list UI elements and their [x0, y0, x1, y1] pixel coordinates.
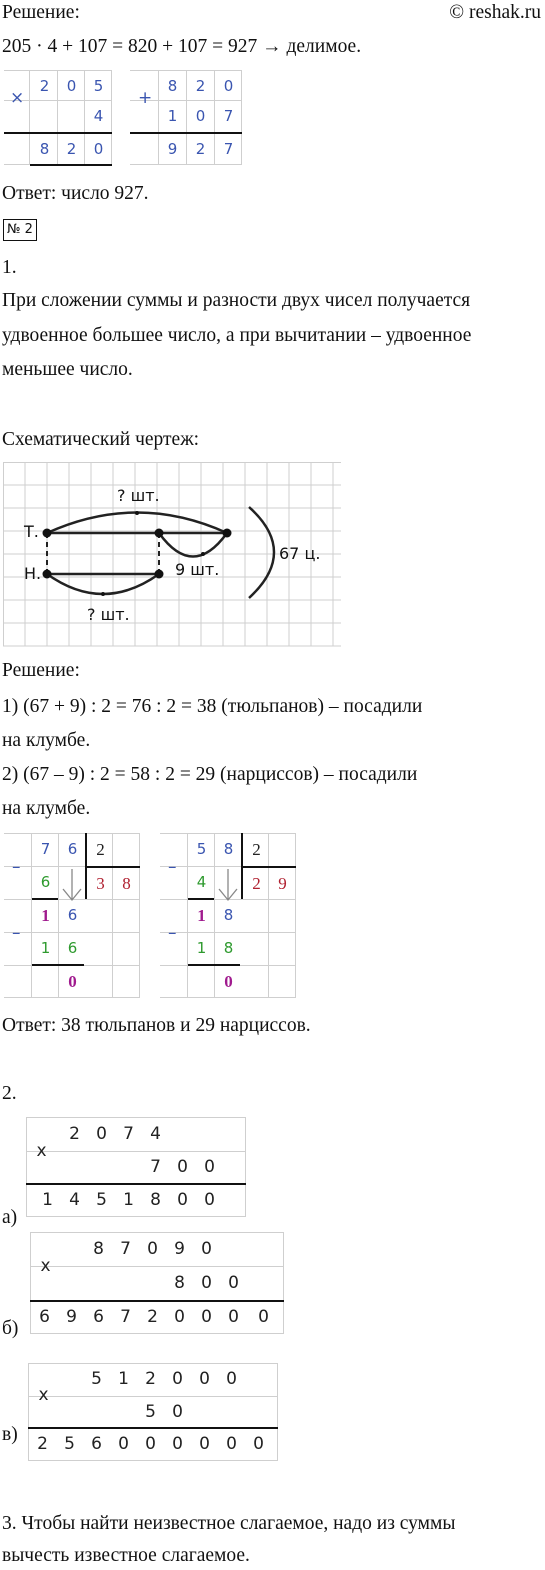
- digit: 8: [223, 906, 234, 924]
- quotient-digit: 8: [122, 874, 131, 893]
- mult-column-grid: [4, 70, 112, 165]
- digit: 0: [118, 1434, 129, 1454]
- digit: 0: [204, 1157, 215, 1177]
- digit: 7: [223, 107, 234, 125]
- digit: 0: [96, 1124, 107, 1144]
- label-bottom-unknown: ? шт.: [87, 605, 130, 624]
- digit: 6: [67, 906, 78, 924]
- divisor: 2: [96, 840, 105, 859]
- digit: 0: [199, 1434, 210, 1454]
- item-letter: б): [2, 1318, 19, 1339]
- mult-grid-c: [28, 1363, 278, 1461]
- solution-heading: Решение:: [2, 2, 80, 23]
- label-narcissus: Н.: [24, 564, 42, 583]
- label-total: 67 ц.: [279, 544, 321, 563]
- carry-down-arrow-icon: [216, 869, 240, 903]
- paragraph-line: меньшее число.: [2, 359, 133, 380]
- digit: 0: [201, 1239, 212, 1259]
- remainder: 0: [224, 972, 233, 991]
- part-label: 1.: [2, 257, 17, 278]
- digit: 8: [39, 140, 50, 158]
- digit: 7: [40, 840, 51, 858]
- division-grid-2: [160, 833, 296, 998]
- mult-grid-b: [30, 1232, 284, 1334]
- digit: 8: [223, 939, 234, 957]
- digit: 5: [96, 1190, 107, 1210]
- digit: 1: [41, 906, 50, 925]
- remainder: 0: [68, 972, 77, 991]
- digit: 0: [195, 107, 206, 125]
- solution-label: Решение:: [2, 660, 80, 681]
- digit: 0: [147, 1239, 158, 1259]
- digit: 0: [66, 77, 77, 95]
- digit: 8: [167, 77, 178, 95]
- multiply-sign: ×: [10, 88, 25, 108]
- paragraph-line: При сложении суммы и разности двух чисел получается: [2, 290, 471, 311]
- digit: 0: [199, 1369, 210, 1389]
- digit: 1: [42, 1190, 53, 1210]
- digit: 1: [167, 107, 178, 125]
- label-tulips: Т.: [24, 522, 39, 541]
- digit: 4: [150, 1124, 161, 1144]
- digit: 6: [40, 873, 51, 891]
- digit: 1: [196, 939, 207, 957]
- digit: 5: [93, 77, 104, 95]
- multiply-sign: x: [40, 1256, 51, 1276]
- digit: 6: [39, 1307, 50, 1327]
- plus-sign: +: [138, 88, 153, 108]
- digit: 0: [177, 1157, 188, 1177]
- digit: 0: [201, 1307, 212, 1327]
- digit: 6: [93, 1307, 104, 1327]
- digit: 6: [91, 1434, 102, 1454]
- digit: 0: [223, 77, 234, 95]
- digit: 1: [118, 1369, 129, 1389]
- digit: 7: [120, 1239, 131, 1259]
- quotient-digit: 3: [96, 874, 105, 893]
- digit: 7: [120, 1307, 131, 1327]
- digit: 1: [40, 939, 51, 957]
- total-brace: [249, 507, 274, 598]
- multiply-sign: x: [38, 1385, 49, 1405]
- digit: 2: [69, 1124, 80, 1144]
- part3-line: 3. Чтобы найти неизвестное слагаемое, надо из суммы: [2, 1513, 456, 1534]
- digit: 5: [64, 1434, 75, 1454]
- digit: 0: [93, 140, 104, 158]
- step-line: 2) (67 – 9) : 2 = 58 : 2 = 29 (нарциссов) – посадили: [2, 764, 418, 785]
- digit: 0: [174, 1307, 185, 1327]
- digit: 2: [195, 77, 206, 95]
- mult-grid-a: [26, 1117, 246, 1217]
- diagram-caption: Схематический чертеж:: [2, 429, 200, 450]
- site-credit[interactable]: © reshak.ru: [449, 2, 541, 23]
- digit: 8: [93, 1239, 104, 1259]
- digit: 4: [196, 873, 207, 891]
- digit: 0: [172, 1369, 183, 1389]
- divisor: 2: [252, 840, 261, 859]
- minus-sign: –: [168, 923, 177, 943]
- multiply-sign: x: [36, 1141, 47, 1161]
- digit: 4: [93, 107, 104, 125]
- digit: 9: [174, 1239, 185, 1259]
- add-column-grid: [130, 70, 242, 165]
- digit: 2: [66, 140, 77, 158]
- item-letter: а): [2, 1207, 18, 1228]
- digit: 8: [223, 840, 234, 858]
- quotient-digit: 2: [252, 874, 261, 893]
- digit: 0: [228, 1307, 239, 1327]
- digit: 5: [91, 1369, 102, 1389]
- item-letter: в): [2, 1424, 18, 1445]
- digit: 7: [150, 1157, 161, 1177]
- digit: 9: [167, 140, 178, 158]
- digit: 0: [172, 1402, 183, 1422]
- minus-sign: –: [12, 857, 21, 877]
- answer-1: Ответ: число 927.: [2, 183, 149, 204]
- digit: 5: [145, 1402, 156, 1422]
- carry-down-arrow-icon: [60, 869, 84, 903]
- digit: 8: [150, 1190, 161, 1210]
- step-line: 1) (67 + 9) : 2 = 76 : 2 = 38 (тюльпанов) – посадили: [2, 696, 423, 717]
- minus-sign: –: [168, 857, 177, 877]
- equation-line: 205 · 4 + 107 = 820 + 107 = 927 → делимое.: [2, 36, 362, 57]
- step-line: на клумбе.: [2, 798, 91, 819]
- digit: 0: [204, 1190, 215, 1210]
- division-grid-1: [4, 833, 140, 998]
- digit: 7: [223, 140, 234, 158]
- digit: 6: [67, 840, 78, 858]
- digit: 2: [37, 1434, 48, 1454]
- digit: 9: [66, 1307, 77, 1327]
- digit: 6: [67, 939, 78, 957]
- digit: 2: [39, 77, 50, 95]
- digit: 2: [195, 140, 206, 158]
- digit: 5: [196, 840, 207, 858]
- digit: 0: [258, 1307, 269, 1327]
- digit: 4: [69, 1190, 80, 1210]
- part3-line: вычесть известное слагаемое.: [2, 1545, 250, 1566]
- digit: 0: [253, 1434, 264, 1454]
- top-brace: [47, 513, 227, 534]
- digit: 0: [228, 1273, 239, 1293]
- task-number-badge: № 2: [3, 219, 37, 241]
- step-line: на клумбе.: [2, 730, 91, 751]
- difference-brace: [159, 533, 227, 557]
- digit: 0: [177, 1190, 188, 1210]
- answer-2: Ответ: 38 тюльпанов и 29 нарциссов.: [2, 1015, 311, 1036]
- digit: 1: [197, 906, 206, 925]
- digit: 2: [145, 1369, 156, 1389]
- digit: 0: [201, 1273, 212, 1293]
- digit: 8: [174, 1273, 185, 1293]
- digit: 0: [226, 1369, 237, 1389]
- paragraph-line: удвоенное большее число, а при вычитании – удвоенное: [2, 325, 472, 346]
- quotient-digit: 9: [278, 874, 287, 893]
- digit: 1: [123, 1190, 134, 1210]
- part-label: 2.: [2, 1083, 17, 1104]
- digit: 0: [172, 1434, 183, 1454]
- digit: 0: [226, 1434, 237, 1454]
- label-difference: 9 шт.: [175, 560, 220, 579]
- digit: 2: [147, 1307, 158, 1327]
- minus-sign: –: [12, 923, 21, 943]
- digit: 0: [145, 1434, 156, 1454]
- digit: 7: [123, 1124, 134, 1144]
- label-top-unknown: ? шт.: [117, 486, 160, 505]
